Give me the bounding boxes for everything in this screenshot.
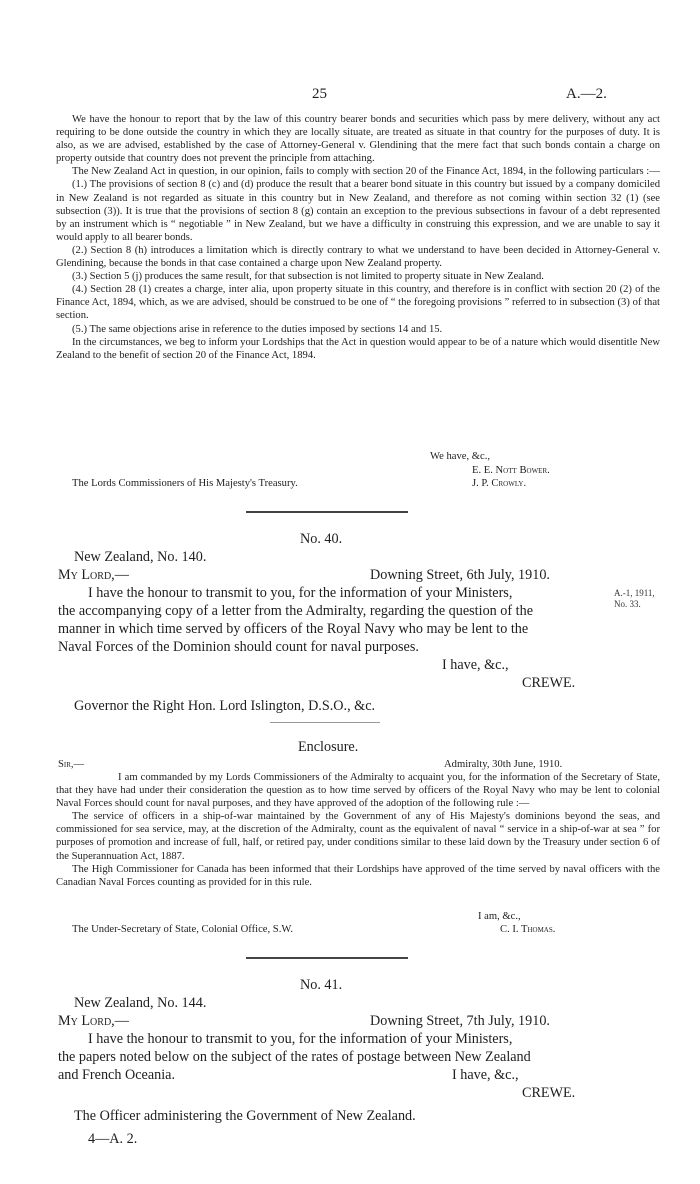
salutation: My Lord,— — [58, 1013, 129, 1029]
salutation: Sir,— — [58, 759, 85, 770]
despatch-heading: No. 40. — [300, 531, 343, 547]
body-line: the papers noted below on the subject of the rates of postage between New Zealand — [58, 1049, 531, 1065]
enclosure-paragraph: The High Commissioner for Canada has been informed that their Lordships have approved of the time served by naval officers with the Canadian Naval Forces counting as provided for in this rule. — [56, 863, 660, 888]
enclosure-heading: Enclosure. — [298, 739, 359, 755]
page-header — [0, 86, 700, 106]
section-divider — [270, 722, 380, 723]
place-date: Admiralty, 30th June, 1910. — [444, 759, 563, 770]
opinion-paragraph: (5.) The same objections arise in reference to the duties imposed by sections 14 and 15. — [72, 323, 443, 335]
addressee: Governor the Right Hon. Lord Islington, D.S.O., &c. — [74, 698, 376, 714]
salutation: My Lord,— — [58, 567, 129, 583]
place-date: Downing Street, 7th July, 1910. — [370, 1013, 550, 1029]
enclosure-paragraph: I am commanded by my Lords Commissioners of the Admiralty to acquaint you, for the information of the Secretary of State, that they have had under their consideration the question as to how time served by officers of the Royal Navy who may be lent to colonial Naval Forces should count for naval purposes, and they have approved of the adoption of the following rule :— — [56, 772, 660, 810]
signatory: E. E. Nott Bower. — [472, 465, 550, 476]
opinion-paragraph: In the circumstances, we beg to inform your Lordships that the Act in question would appear to be of a nature which would disentitle New Zealand to the benefit of section 20 of the Finance Act, 1894. — [56, 336, 660, 361]
despatch-reference: New Zealand, No. 140. — [74, 549, 207, 565]
opinion-paragraph: (3.) Section 5 (j) produces the same result, for that subsection is not limited to property situate in New Zealand. — [72, 271, 544, 283]
enclosure-body — [56, 771, 660, 889]
body-line: Naval Forces of the Dominion should count for naval purposes. — [58, 639, 419, 655]
closing: I have, &c., — [452, 1067, 519, 1083]
body-line: I have the honour to transmit to you, for the information of your Ministers, — [88, 1031, 513, 1047]
despatch-reference: New Zealand, No. 144. — [74, 995, 207, 1011]
opinion-body — [56, 113, 660, 362]
body-line: manner in which time served by officers of the Royal Navy who may be lent to the — [58, 621, 529, 637]
opinion-paragraph: (1.) The provisions of section 8 (c) and (d) produce the result that a bearer bond situate in this country but issued by a company domiciled in New Zealand is not regarded as situate in this country but in New Zealand, and therefore as not coming within section 32 (1) (see subsection (3)). It is true that the provisions of section 8 (g) contain an exception to the previous subsections in favour of a debt represented by an instrument which is “ negotiable ” in New Zealand, but we have a difficulty in construing this expression, and we are unable to say it would apply to all bearer bonds. — [56, 179, 660, 243]
signature-mark: 4—A. 2. — [88, 1131, 138, 1147]
body-line: I have the honour to transmit to you, for the information of your Ministers, — [88, 585, 513, 601]
opinion-closing: We have, &c., — [430, 451, 491, 462]
series-reference: A.—2. — [566, 86, 607, 102]
body-line: and French Oceania. — [58, 1067, 175, 1083]
despatch-heading: No. 41. — [300, 977, 343, 993]
body-line: the accompanying copy of a letter from the Admiralty, regarding the question of the — [58, 603, 533, 619]
signature: C. I. Thomas. — [500, 924, 556, 935]
signatory: J. P. Crowly. — [472, 478, 527, 489]
closing: I am, &c., — [478, 911, 521, 922]
addressee: The Officer administering the Government of New Zealand. — [74, 1108, 416, 1124]
opinion-paragraph: (4.) Section 28 (1) creates a charge, inter alia, upon property situate in this country, and therefore is in conflict with section 20 (2) of the Finance Act, 1894, which, as we are advised, should be construed to be one of “ the foregoing provisions ” referred to in subsection (3) of that section. — [56, 284, 660, 322]
opinion-paragraph: The New Zealand Act in question, in our opinion, fails to comply with section 20 of the Finance Act, 1894, in the following particulars :— — [72, 166, 660, 178]
opinion-addressee: The Lords Commissioners of His Majesty's Treasury. — [72, 478, 298, 489]
opinion-paragraph: (2.) Section 8 (h) introduces a limitation which is directly contrary to what we understand to have been decided in Attorney-General v. Glendining, because the bonds in that case contained a charge upon New Zealand property. — [56, 244, 660, 270]
section-divider — [246, 957, 408, 959]
signature: CREWE. — [522, 675, 576, 691]
page-number: 25 — [312, 86, 327, 102]
place-date: Downing Street, 6th July, 1910. — [370, 567, 550, 583]
margin-note: A.-1, 1911, No. 33. — [614, 588, 655, 609]
section-divider — [246, 511, 408, 513]
opinion-paragraph: We have the honour to report that by the law of this country bearer bonds and securities which pass by mere delivery, without any act requiring to be done outside the country in which they are locally situate, are treated as situate in that country for the purposes of duty. It is also, as we are advised, established by the case of Attorney-General v. Glendining that the mere fact that such bonds contain a charge on property outside that country does not prevent the principle from attaching. — [56, 114, 660, 165]
enclosure-paragraph: The service of officers in a ship-of-war maintained by the Government of any of His Majesty's dominions beyond the seas, and commissioned for sea service, may, at the discretion of the Admiralty, count as the equivalent of naval “ service in a ship-of-war at sea ” for purposes of promotion and increase of full, half, or retired pay, under conditions similar to these laid down by the Treasury under section 6 of the Superannuation Act, 1887. — [56, 811, 660, 862]
closing: I have, &c., — [442, 657, 509, 673]
signature: CREWE. — [522, 1085, 576, 1101]
addressee: The Under-Secretary of State, Colonial Office, S.W. — [72, 924, 294, 935]
